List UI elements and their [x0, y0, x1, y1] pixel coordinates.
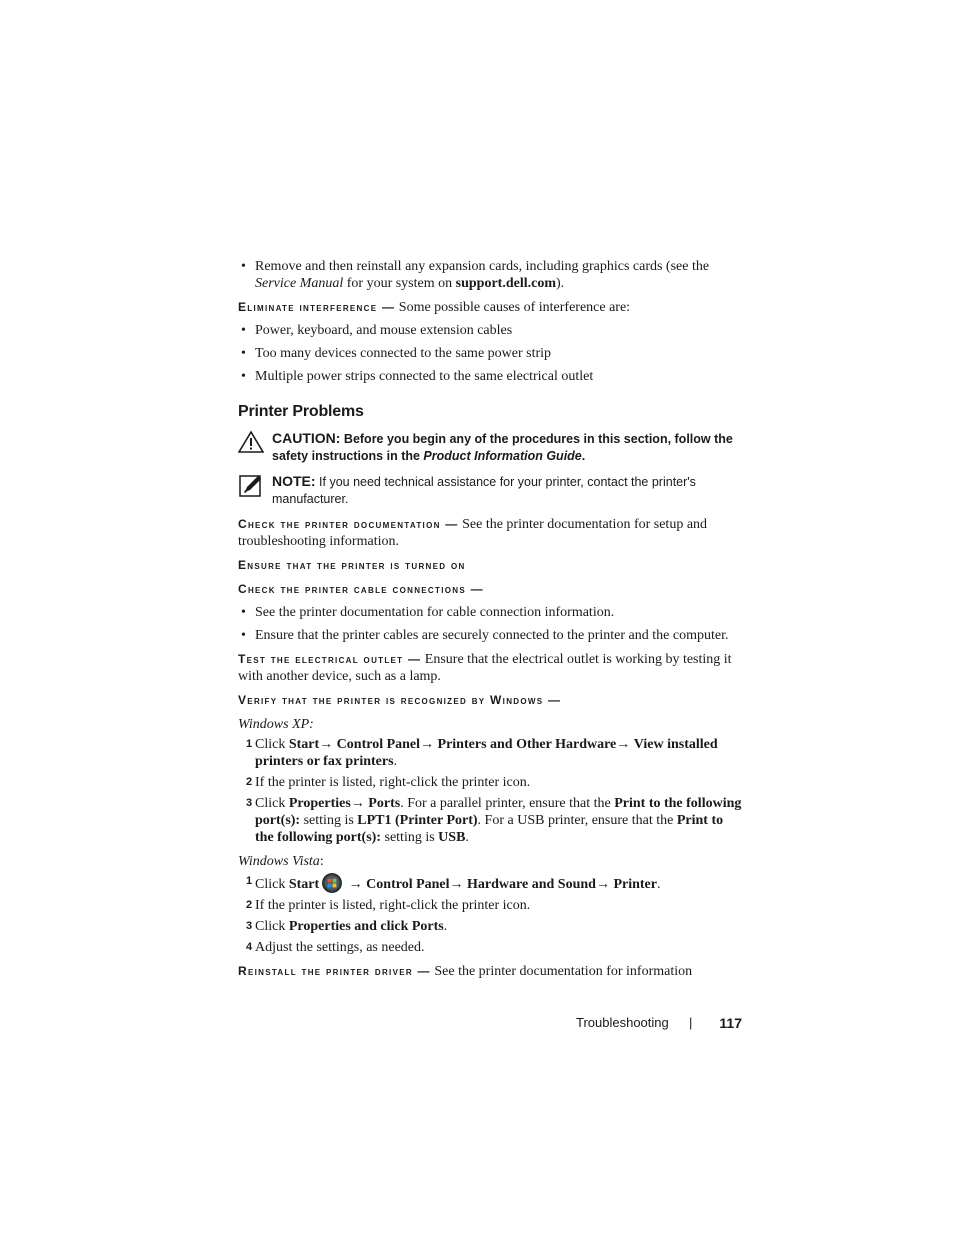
eliminate-interference-paragraph: Eliminate interference — Some possible causes of interference are:	[238, 300, 631, 315]
list-item: • Too many devices connected to the same power strip	[238, 345, 743, 362]
list-item: • See the printer documentation for cable connection information.	[238, 604, 743, 621]
list-item: • Remove and then reinstall any expansion cards, including graphics cards (see the Service Manual for your system on support.dell.com).	[238, 258, 743, 292]
windows-xp-label: Windows XP:	[238, 717, 314, 732]
reinstall-driver-paragraph: Reinstall the printer driver — See the printer documentation for information	[238, 964, 693, 979]
footer-separator: |	[689, 1015, 693, 1030]
windows-vista-label: Windows Vista:	[238, 854, 324, 869]
list-item: • Multiple power strips connected to the same electrical outlet	[238, 368, 743, 385]
page-number: 117	[719, 1015, 742, 1031]
vista-step-2: 2 If the printer is listed, right-click the printer icon.	[246, 898, 531, 913]
check-cable-heading: Check the printer cable connections —	[238, 582, 484, 596]
vista-step-1: 1 Click Start → Control Panel→ Hardware and Sound→ Printer.	[246, 875, 661, 892]
note-box: NOTE: If you need technical assistance for your printer, contact the printer's manufacturer.	[238, 473, 743, 508]
note-pencil-icon	[238, 473, 264, 497]
list-item: • Ensure that the printer cables are securely connected to the printer and the computer.	[238, 627, 743, 644]
check-documentation-paragraph: Check the printer documentation — See the printer documentation for setup and troubleshooting information.	[238, 517, 708, 549]
xp-step-1: 1 Click Start→ Control Panel→ Printers and Other Hardware→ View installed printers or fax printers.	[246, 737, 718, 769]
xp-step-2: 2 If the printer is listed, right-click the printer icon.	[246, 775, 531, 790]
test-outlet-paragraph: Test the electrical outlet — Ensure that the electrical outlet is working by testing it with another device, such as a lamp.	[238, 652, 732, 684]
windows-start-orb-icon	[322, 873, 342, 893]
caution-box: CAUTION: Before you begin any of the procedures in this section, follow the safety instructions in the Product Information Guide.	[238, 430, 743, 465]
list-item: • Power, keyboard, and mouse extension cables	[238, 322, 743, 339]
caution-triangle-icon	[238, 430, 264, 454]
page-body	[238, 258, 743, 986]
verify-windows-heading: Verify that the printer is recognized by Windows —	[238, 693, 562, 707]
footer-section-name: Troubleshooting	[576, 1015, 669, 1030]
vista-step-3: 3 Click Properties and click Ports.	[246, 919, 448, 934]
ensure-turned-on-heading: Ensure that the printer is turned on	[238, 558, 466, 572]
section-title: Printer Problems	[238, 403, 364, 420]
vista-step-4: 4 Adjust the settings, as needed.	[246, 940, 425, 955]
xp-step-3: 3 Click Properties→ Ports. For a parallel printer, ensure that the Print to the following port(s): setting is LPT1 (Printer Port). For a USB printer, ensure that the Print to the following port(s): setting is USB.	[246, 796, 742, 845]
